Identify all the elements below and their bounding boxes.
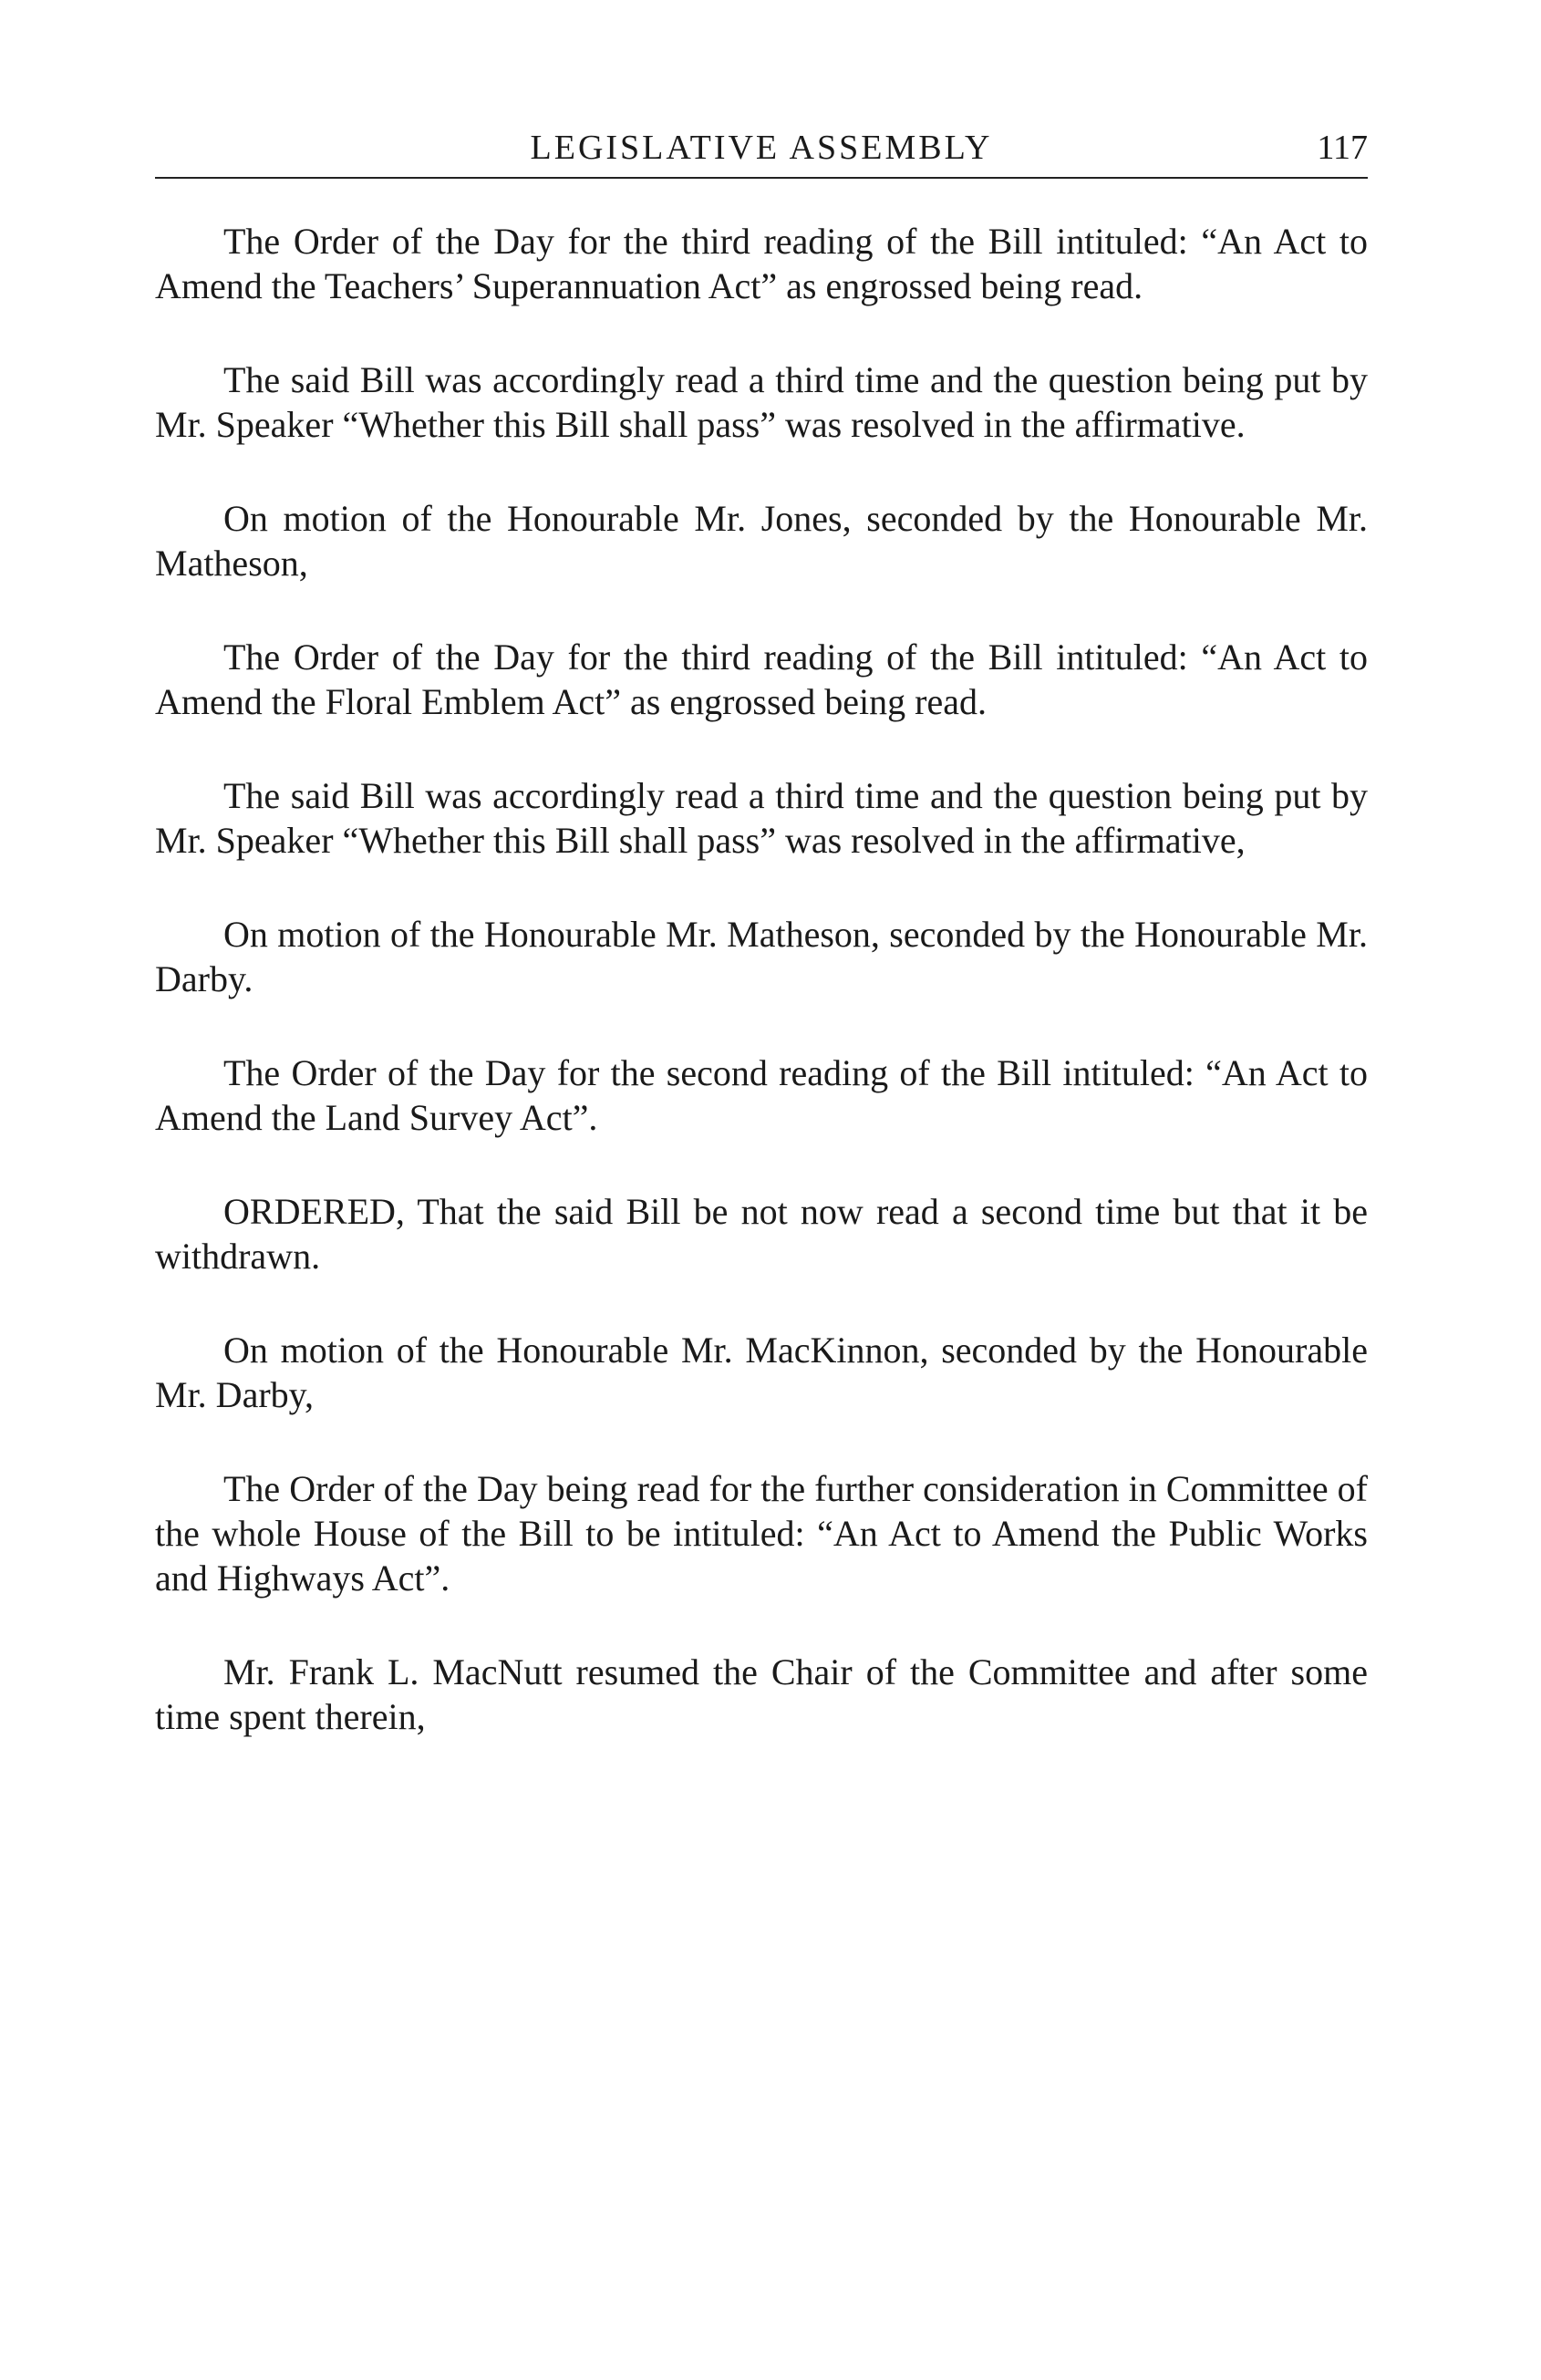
paragraph-macnutt-chair: Mr. Frank L. MacNutt resumed the Chair of the Committee and after some time spent therein,: [155, 1651, 1368, 1737]
paragraph-motion-mackinnon: On motion of the Honourable Mr. MacKinnon, seconded by the Honourable Mr. Darby,: [155, 1330, 1368, 1415]
paragraph-resolved-affirmative-1: The said Bill was accordingly read a third time and the question being put by Mr. Speaker “Whether this Bill shall pass” was resolved in the affirmative.: [155, 359, 1368, 445]
document-page: [155, 119, 1368, 1788]
running-title: LEGISLATIVE ASSEMBLY: [530, 129, 993, 167]
header-rule: [155, 177, 1368, 179]
paragraph-committee-public-works: The Order of the Day being read for the further consideration in Committee of the whole House of the Bill to be intituled: “An Act to Amend the Public Works and Highways Act”.: [155, 1468, 1368, 1599]
paragraph-motion-jones: On motion of the Honourable Mr. Jones, seconded by the Honourable Mr. Matheson,: [155, 498, 1368, 584]
paragraph-third-reading-floral: The Order of the Day for the third reading of the Bill intituled: “An Act to Amend the Floral Emblem Act” as engrossed being read.: [155, 636, 1368, 722]
paragraph-motion-matheson: On motion of the Honourable Mr. Matheson, seconded by the Honourable Mr. Darby.: [155, 914, 1368, 999]
body-text: [155, 219, 1368, 1739]
running-header: [155, 119, 1368, 177]
paragraph-third-reading-teachers: The Order of the Day for the third reading of the Bill intituled: “An Act to Amend the Teachers’ Superannuation Act” as engrossed being read.: [155, 221, 1368, 306]
paragraph-ordered-withdrawn: ORDERED, That the said Bill be not now read a second time but that it be withdrawn.: [155, 1191, 1368, 1277]
page-number: 117: [1317, 129, 1368, 167]
paragraph-second-reading-land-survey: The Order of the Day for the second reading of the Bill intituled: “An Act to Amend the Land Survey Act”.: [155, 1052, 1368, 1138]
paragraph-resolved-affirmative-2: The said Bill was accordingly read a third time and the question being put by Mr. Speaker “Whether this Bill shall pass” was resolved in the affirmative,: [155, 775, 1368, 861]
